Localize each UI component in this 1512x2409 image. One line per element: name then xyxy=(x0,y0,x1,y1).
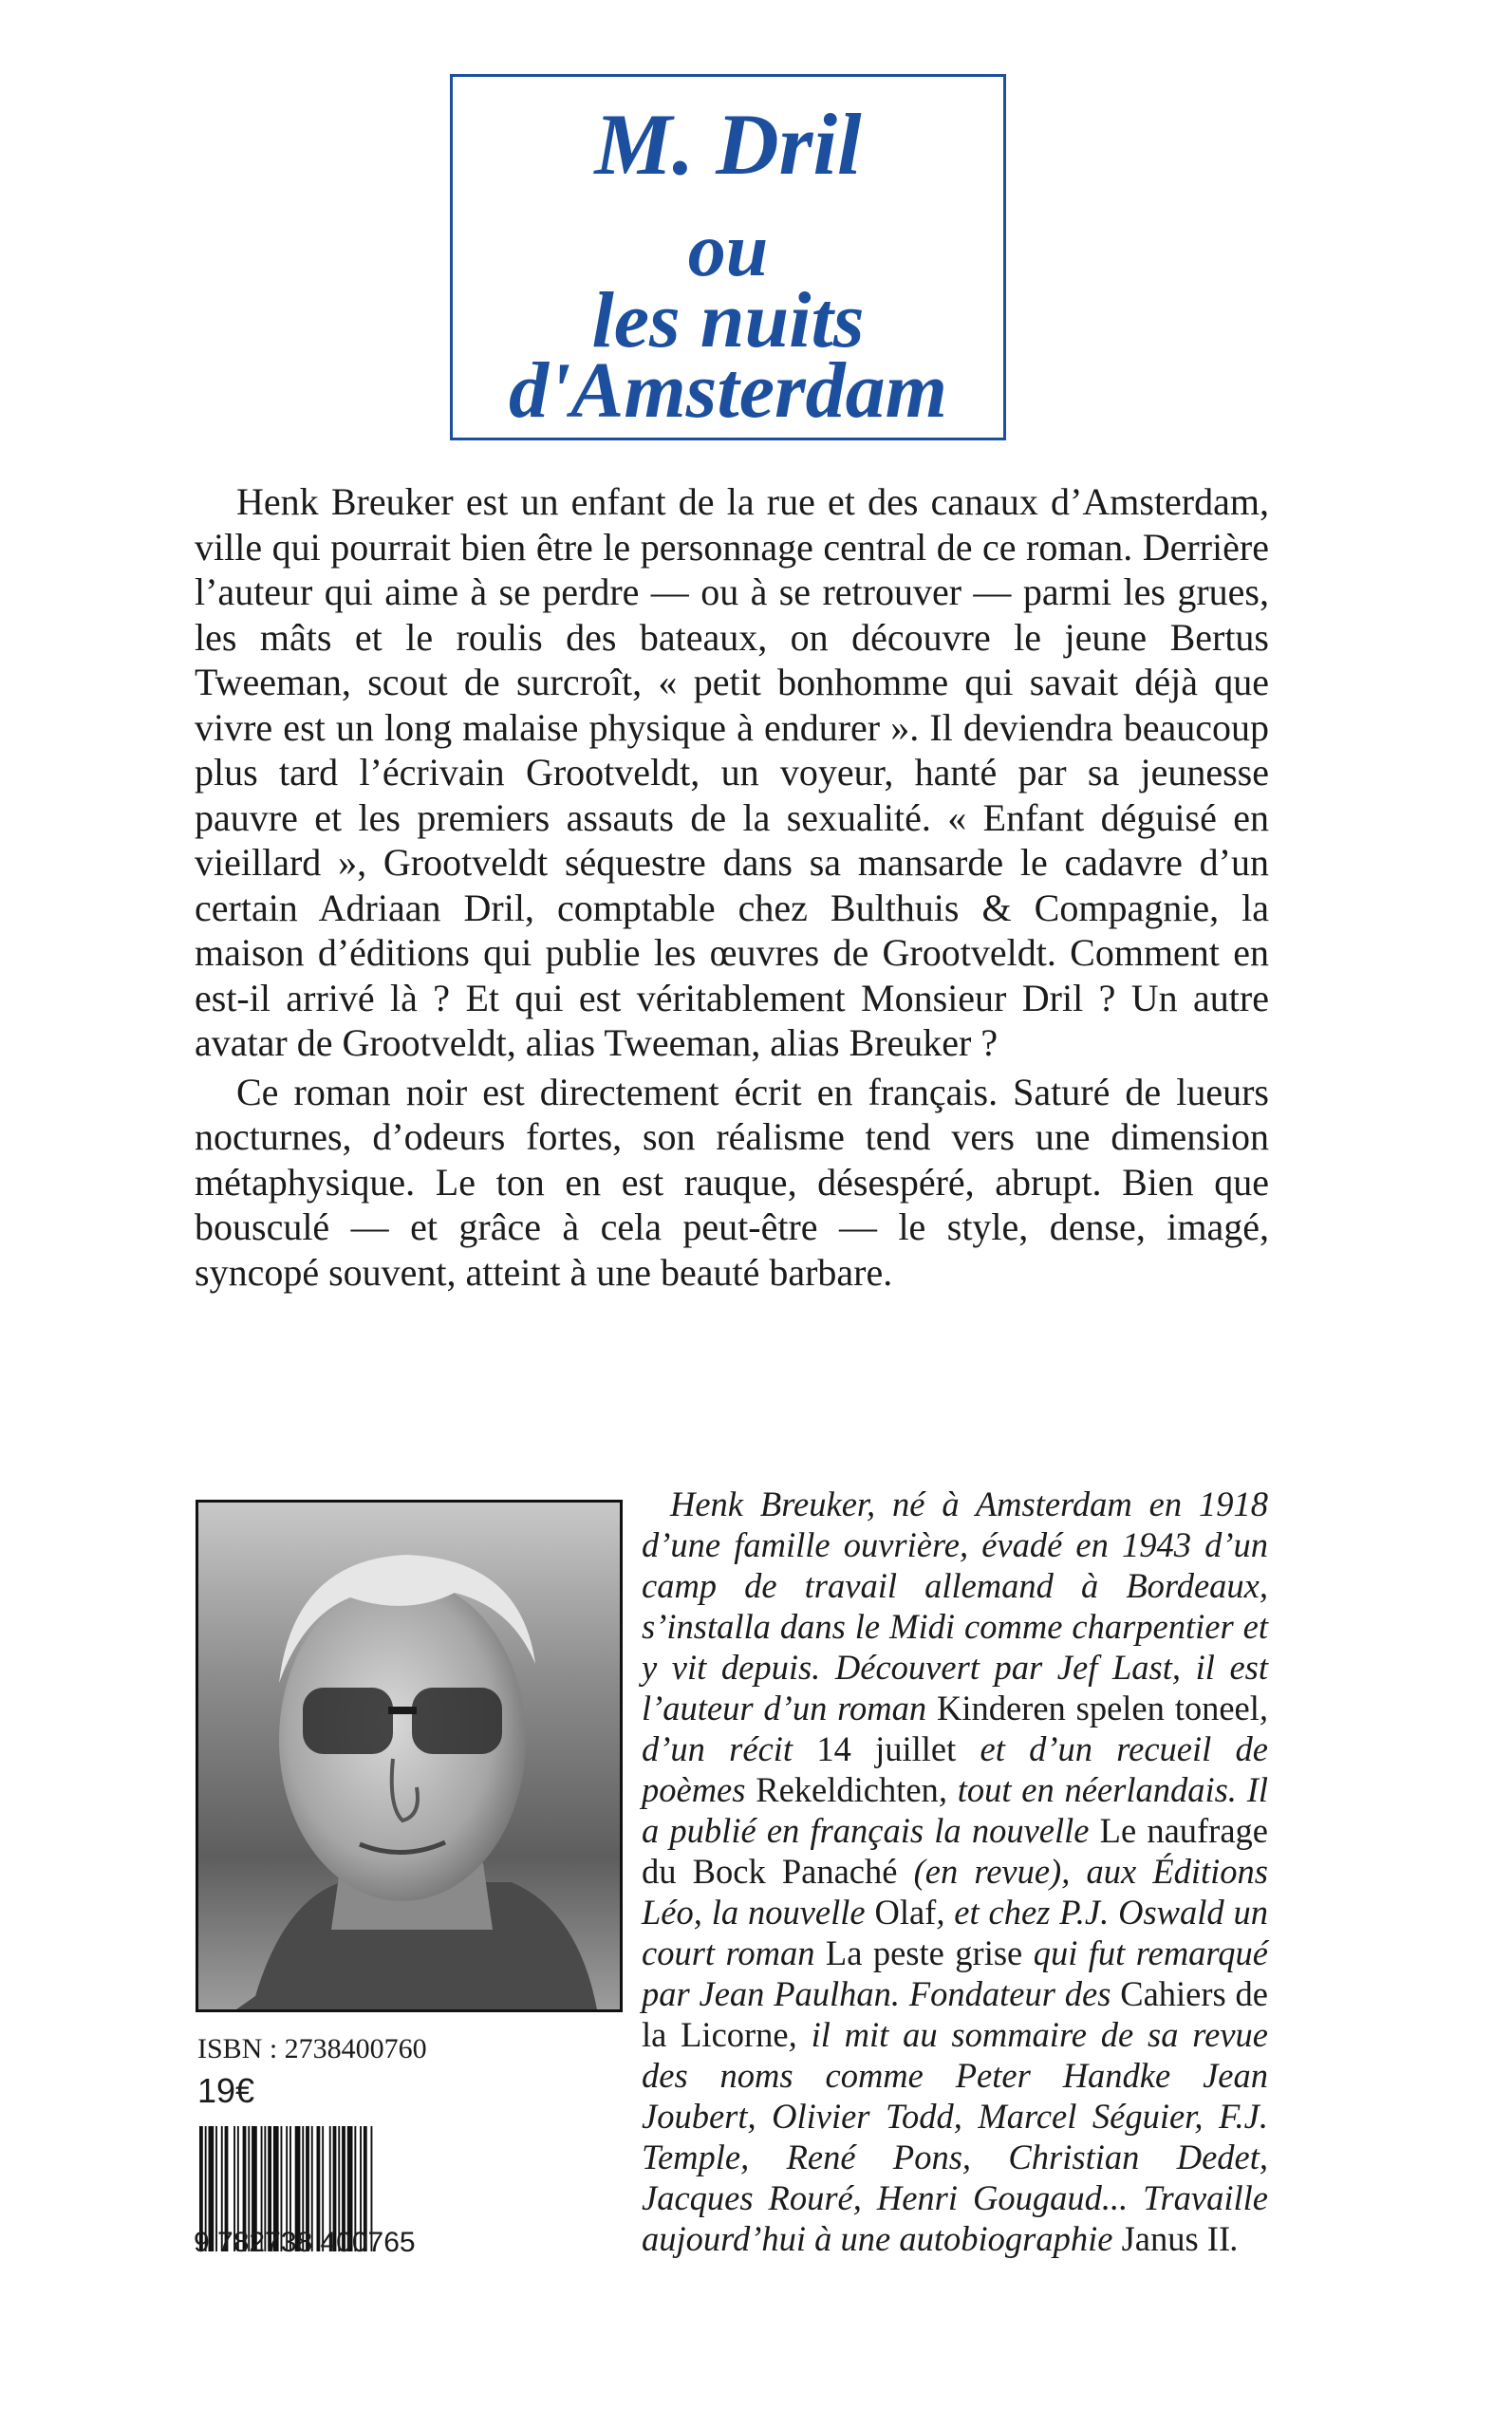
blurb-paragraph-2: Ce roman noir est directement écrit en français. Saturé de lueurs nocturnes, d’odeurs fortes, son réalisme tend vers une dimension métaphysique. Le ton en est rauque, désespéré, abrupt. Bien que bousculé — et grâce à cela peut-être — le style, dense, imagé, syncopé souvent, atteint à une beauté barbare. xyxy=(195,1070,1269,1294)
bio-text-2: , d’un récit xyxy=(642,1689,1268,1768)
bio-title-5: Olaf xyxy=(874,1893,937,1932)
bio-text-8: , il mit au sommaire de sa revue des noms comme Peter Handke Jean Joubert, Olivier Todd, Marcel Séguier, F.J. Temple, René Pons, Christian Dedet, Jacques Rouré, Henri Gougaud... Travaille aujourd’hui à une autobiographie xyxy=(642,2015,1268,2258)
bio-text-1: Henk Breuker, né à Amsterdam en 1918 d’une famille ouvrière, évadé en 1943 d’un camp de travail allemand à Bordeaux, s’installa dans le Midi comme charpentier et y vit depuis. Découvert par Jef Last, il est l’auteur d’un roman xyxy=(642,1485,1268,1727)
author-biography xyxy=(642,1484,1268,2259)
bio-title-3: Rekeldichten xyxy=(756,1770,939,1809)
bio-text-3: et d’un recueil de poèmes xyxy=(642,1729,1268,1809)
bio-title-2: 14 juillet xyxy=(816,1729,957,1768)
author-photo xyxy=(196,1500,623,2012)
title-line-2: ou xyxy=(687,209,769,292)
bio-text-5: (en revue), aux Éditions Léo, la nouvelle xyxy=(642,1852,1268,1932)
blurb-paragraph-1: Henk Breuker est un enfant de la rue et des canaux d’Amsterdam, ville qui pourrait bien être le personnage central de ce roman. Derrière l’auteur qui aime à se perdre — ou à se retrouver — parmi les grues, les mâts et le roulis des bateaux, on découvre le jeune Bertus Tweeman, scout de surcroît, « petit bonhomme qui savait déjà que vivre est un long malaise physique à endurer ». Il deviendra beaucoup plus tard l’écrivain Grootveldt, un voyeur, hanté par sa jeunesse pauvre et les premiers assauts de la sexualité. « Enfant déguisé en vieillard », Grootveldt séquestre dans sa mansarde le cadavre d’un certain Adriaan Dril, comptable chez Bulthuis & Compagnie, la maison d’éditions qui publie les œuvres de Grootveldt. Comment en est-il arrivé là ? Et qui est véritablement Monsieur Dril ? Un autre avatar de Grootveldt, alias Tweeman, alias Breuker ? xyxy=(195,480,1269,1064)
title-line-3: les nuits xyxy=(591,276,865,364)
price-label: 19€ xyxy=(197,2071,255,2110)
isbn-label: ISBN : 2738400760 xyxy=(197,2033,427,2064)
title-frame xyxy=(450,74,1006,440)
bio-text-4: , tout en néerlandais. Il a publié en français la nouvelle xyxy=(642,1770,1268,1850)
biography-paragraph xyxy=(642,1484,1268,2259)
bio-title-6: La peste grise xyxy=(825,1933,1023,1972)
title-line-1: M. Dril xyxy=(594,96,862,193)
blurb-text xyxy=(195,479,1269,1295)
barcode-digits: 9 782738 400765 xyxy=(194,2227,416,2258)
title-line-4: d'Amsterdam xyxy=(508,346,948,435)
bio-title-1: Kinderen spelen toneel xyxy=(936,1689,1260,1727)
bio-title-4: Le naufrage du Bock Panaché xyxy=(642,1811,1268,1891)
bio-text-6: , et chez P.J. Oswald un court roman xyxy=(642,1893,1268,1972)
bio-title-8: Janus II xyxy=(1121,2219,1231,2258)
author-portrait-image xyxy=(198,1503,620,2009)
bio-text-9: . xyxy=(1230,2219,1240,2258)
bio-text-7: qui fut remarqué par Jean Paulhan. Fondateur des xyxy=(642,1933,1268,2013)
bio-title-7: Cahiers de la Licorne xyxy=(642,1974,1268,2054)
